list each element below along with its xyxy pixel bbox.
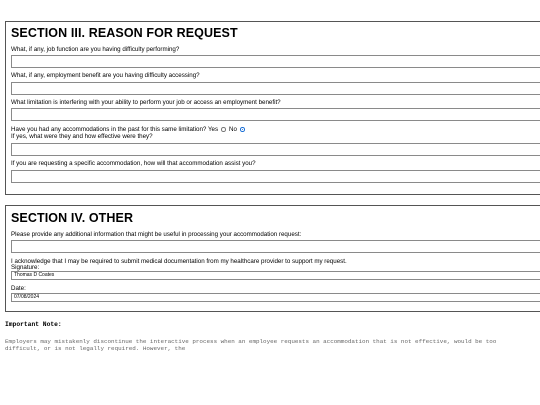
- question-additional-info: Please provide any additional information that might be useful in processing your accommodation request:: [11, 231, 302, 238]
- important-note-heading: Important Note:: [5, 321, 62, 328]
- yes-radio[interactable]: [221, 127, 226, 132]
- option-yes-label: Yes: [207, 126, 219, 133]
- section-title: SECTION IV. OTHER: [11, 211, 134, 225]
- acknowledgement-text: I acknowledge that I may be required to submit medical documentation from my healthcare provider to support my request.: [11, 258, 347, 265]
- important-note-body: Employers may mistakenly discontinue the interactive process when an employee requests an accommodation that is not effective, would be too difficult, or is not legally required. However, the: [5, 338, 497, 352]
- question-limitation: What limitation is interfering with your ability to perform your job or access an employment benefit?: [11, 99, 281, 106]
- question-job-function: What, if any, job function are you having difficulty performing?: [11, 46, 180, 53]
- date-field[interactable]: 07/08/2024: [11, 293, 540, 302]
- question-past-details: If yes, what were they and how effective were they?: [11, 133, 153, 140]
- option-no-label: No: [229, 126, 237, 133]
- job-function-field[interactable]: [11, 55, 540, 68]
- section-reason-for-request: [5, 21, 540, 195]
- specific-accommodation-field[interactable]: [11, 170, 540, 183]
- signature-field[interactable]: Thomas D Coates: [11, 271, 540, 280]
- no-radio[interactable]: [240, 127, 245, 132]
- section-other: [5, 205, 540, 312]
- section-title: SECTION III. REASON FOR REQUEST: [11, 26, 238, 40]
- past-accommodations-label: Have you had any accommodations in the past for this same limitation?: [11, 126, 207, 133]
- question-past-accommodations: [11, 126, 246, 133]
- question-employment-benefit: What, if any, employment benefit are you having difficulty accessing?: [11, 72, 200, 79]
- past-details-field[interactable]: [11, 143, 540, 156]
- limitation-field[interactable]: [11, 108, 540, 121]
- employment-benefit-field[interactable]: [11, 82, 540, 95]
- signature-label: Signature:: [11, 264, 40, 271]
- question-specific-accommodation: If you are requesting a specific accommodation, how will that accommodation assist you?: [11, 160, 256, 167]
- additional-info-field[interactable]: [11, 240, 540, 253]
- date-label: Date:: [11, 285, 26, 292]
